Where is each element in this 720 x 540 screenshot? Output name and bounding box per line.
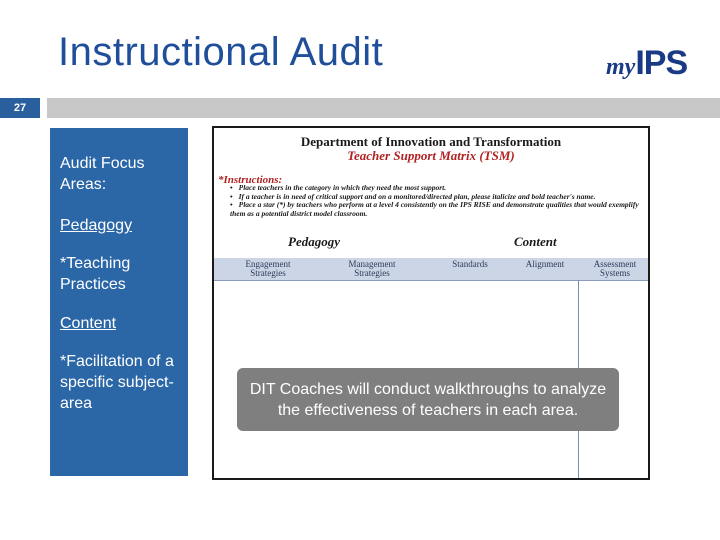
- doc-column-header: Engagement Strategies: [245, 259, 291, 278]
- doc-matrix-heading: Teacher Support Matrix (TSM): [347, 148, 515, 163]
- doc-column-header: Alignment: [525, 259, 565, 269]
- doc-column-header: Assessment Systems: [593, 259, 637, 278]
- doc-column-header-row: [214, 258, 648, 281]
- focus-teaching-practices: *Teaching Practices: [60, 255, 131, 293]
- doc-column-header: Management Strategies: [348, 259, 396, 278]
- doc-instruction-item: • If a teacher is in need of critical support and on a monitored/directed plan, please italicize and bold teacher's name.: [230, 193, 642, 202]
- doc-instructions-list: [230, 184, 642, 218]
- doc-department-heading: Department of Innovation and Transformation: [300, 134, 562, 149]
- audit-focus-panel: [50, 128, 188, 476]
- focus-content: Content: [60, 315, 117, 332]
- doc-instruction-item: • Place teachers in the category in which they need the most support.: [230, 184, 642, 193]
- focus-facilitation: *Facilitation of a specific subject-area: [60, 353, 174, 412]
- focus-heading: Audit Focus Areas:: [60, 155, 145, 193]
- logo-prefix: my: [606, 54, 636, 80]
- doc-instructions-label: *Instructions:: [218, 174, 283, 186]
- slide-number: 27: [0, 98, 40, 118]
- header-rule: [47, 98, 720, 118]
- slide-title: Instructional Audit: [58, 30, 384, 74]
- coaching-callout: DIT Coaches will conduct walkthroughs to analyze the effectiveness of teachers in each area.: [237, 368, 619, 431]
- focus-pedagogy: Pedagogy: [60, 217, 133, 234]
- doc-instruction-item: • Place a star (*) by teachers who perform at a level 4 consistently on the IPS RISE and demonstrate qualities that would exemplify them as a potential district model classroom.: [230, 201, 642, 218]
- doc-section-pedagogy: Pedagogy: [288, 234, 340, 249]
- logo-name: IPS: [635, 44, 688, 82]
- doc-column-header: Standards: [452, 259, 488, 269]
- doc-section-content: Content: [514, 234, 557, 249]
- myips-logo: [606, 44, 687, 83]
